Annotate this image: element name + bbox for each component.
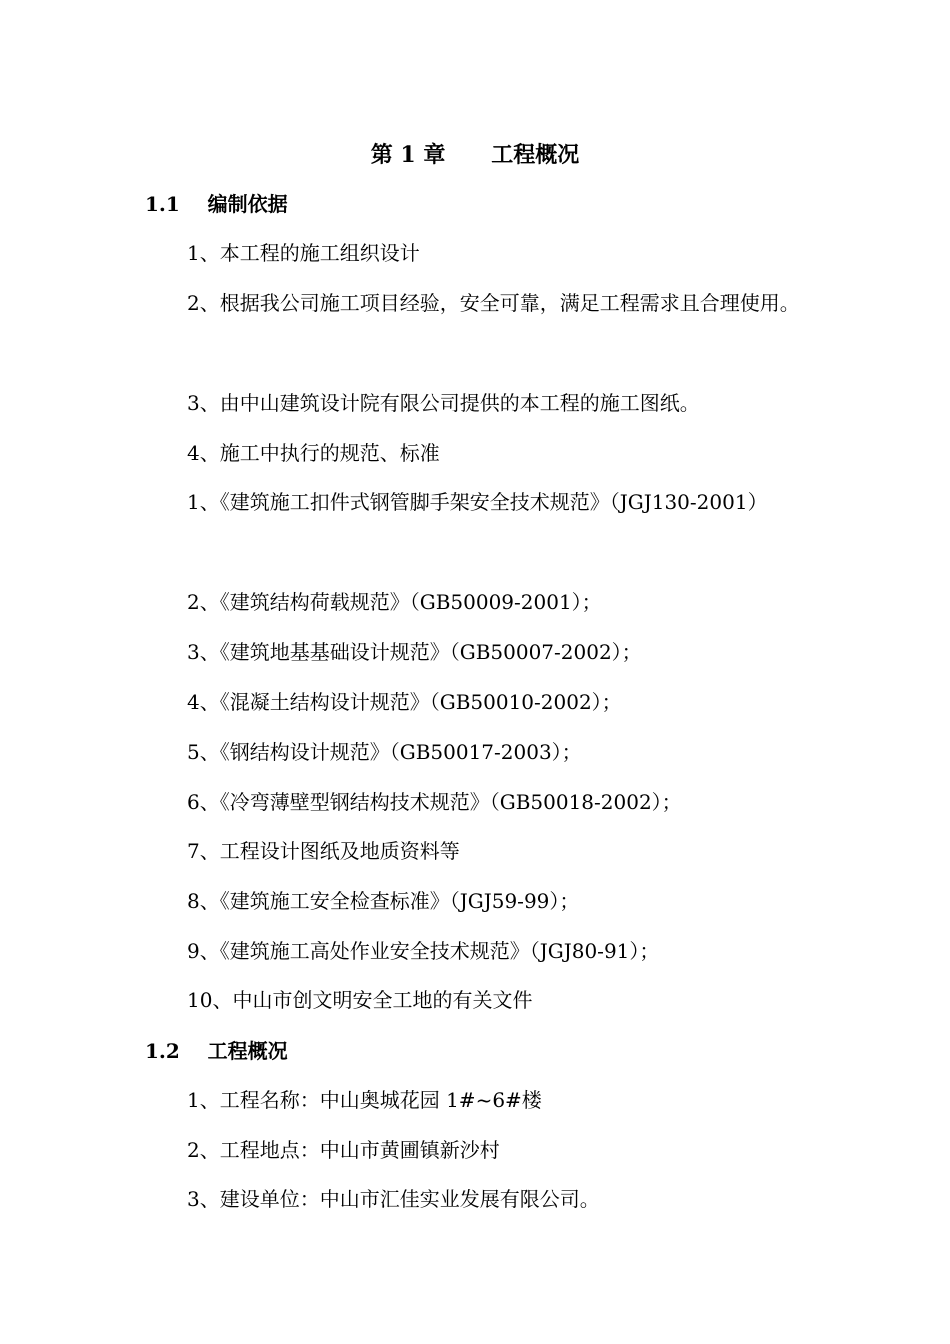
overview-item-2: 2、工程地点：中山市黄圃镇新沙村 [187, 1138, 500, 1162]
basis-item-3: 3、由中山建筑设计院有限公司提供的本工程的施工图纸。 [187, 391, 700, 415]
standard-item-7: 7、工程设计图纸及地质资料等 [187, 839, 460, 863]
standard-item-4: 4、《混凝土结构设计规范》（GB50010-2002）； [187, 690, 622, 714]
basis-item-2: 2、根据我公司施工项目经验，安全可靠，满足工程需求且合理使用。 [187, 291, 800, 315]
standard-item-3: 3、《建筑地基基础设计规范》（GB50007-2002）； [187, 640, 642, 664]
section-heading-basis: 1.1 编制依据 [145, 192, 288, 216]
standard-item-2: 2、《建筑结构荷载规范》（GB50009-2001）； [187, 590, 602, 614]
standard-item-5: 5、《钢结构设计规范》（GB50017-2003）； [187, 740, 582, 764]
standard-item-6: 6、《冷弯薄壁型钢结构技术规范》（GB50018-2002）； [187, 790, 682, 814]
basis-item-4: 4、施工中执行的规范、标准 [187, 441, 440, 465]
chapter-title: 第 1 章 工程概况 [370, 142, 580, 168]
standard-item-10: 10、中山市创文明安全工地的有关文件 [187, 988, 533, 1012]
standard-item-9: 9、《建筑施工高处作业安全技术规范》（JGJ80-91）； [187, 939, 660, 963]
standard-item-8: 8、《建筑施工安全检查标准》（JGJ59-99）； [187, 889, 580, 913]
basis-item-1: 1、本工程的施工组织设计 [187, 241, 420, 265]
overview-item-1: 1、工程名称：中山奥城花园 1#~6#楼 [187, 1088, 542, 1112]
section-heading-overview: 1.2 工程概况 [145, 1039, 288, 1063]
standard-item-1: 1、《建筑施工扣件式钢管脚手架安全技术规范》（JGJ130-2001） [187, 490, 768, 514]
overview-item-3: 3、建设单位：中山市汇佳实业发展有限公司。 [187, 1187, 600, 1211]
